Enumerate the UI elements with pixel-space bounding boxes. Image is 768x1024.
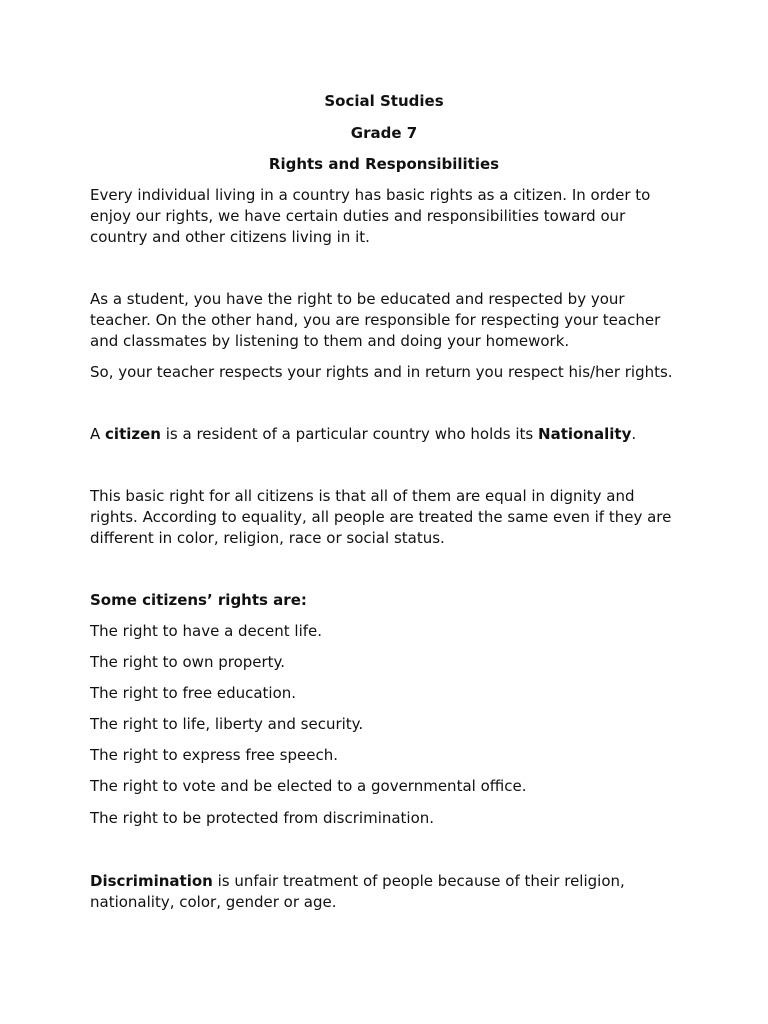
rights-list-item: The right to be protected from discrimination. bbox=[90, 809, 435, 827]
rights-list-item: The right to have a decent life. bbox=[90, 622, 323, 640]
intro-paragraph bbox=[90, 185, 690, 248]
teacher-paragraph: So, your teacher respects your rights and in return you respect his/her rights. bbox=[90, 363, 673, 381]
equality-line: This basic right for all citizens is that all of them are equal in dignity and bbox=[90, 487, 635, 505]
intro-line: enjoy our rights, we have certain duties and responsibilities toward our bbox=[90, 207, 626, 225]
rights-list-item: The right to free education. bbox=[90, 684, 297, 702]
citizen-suffix: . bbox=[631, 425, 637, 443]
discrimination-term: Discrimination bbox=[90, 872, 213, 890]
citizen-definition bbox=[90, 424, 690, 445]
citizen-prefix: A bbox=[90, 425, 106, 443]
student-paragraph bbox=[90, 289, 690, 352]
citizen-term: citizen bbox=[105, 425, 161, 443]
rights-list-item: The right to life, liberty and security. bbox=[90, 715, 364, 733]
rights-list-item: The right to express free speech. bbox=[90, 746, 338, 764]
intro-line: country and other citizens living in it. bbox=[90, 228, 370, 246]
grade-title: Grade 7 bbox=[350, 124, 418, 142]
discrimination-line: nationality, color, gender or age. bbox=[90, 893, 337, 911]
student-line: teacher. On the other hand, you are responsible for respecting your teacher bbox=[90, 311, 661, 329]
rights-list-item: The right to own property. bbox=[90, 653, 286, 671]
student-line: and classmates by listening to them and doing your homework. bbox=[90, 332, 570, 350]
equality-line: rights. According to equality, all people are treated the same even if they are bbox=[90, 508, 672, 526]
discrimination-definition bbox=[90, 871, 690, 913]
topic-title: Rights and Responsibilities bbox=[268, 155, 500, 173]
rights-list-item: The right to vote and be elected to a governmental office. bbox=[90, 777, 527, 795]
nationality-term: Nationality bbox=[538, 425, 632, 443]
equality-line: different in color, religion, race or social status. bbox=[90, 529, 445, 547]
student-line: As a student, you have the right to be educated and respected by your bbox=[90, 290, 625, 308]
intro-line: Every individual living in a country has basic rights as a citizen. In order to bbox=[90, 186, 651, 204]
equality-paragraph bbox=[90, 486, 690, 549]
subject-title: Social Studies bbox=[324, 92, 444, 110]
discrimination-rest: is unfair treatment of people because of their religion, bbox=[212, 872, 625, 890]
rights-heading: Some citizens’ rights are: bbox=[90, 591, 307, 609]
citizen-middle: is a resident of a particular country who holds its bbox=[160, 425, 539, 443]
discrimination-line bbox=[90, 871, 690, 892]
